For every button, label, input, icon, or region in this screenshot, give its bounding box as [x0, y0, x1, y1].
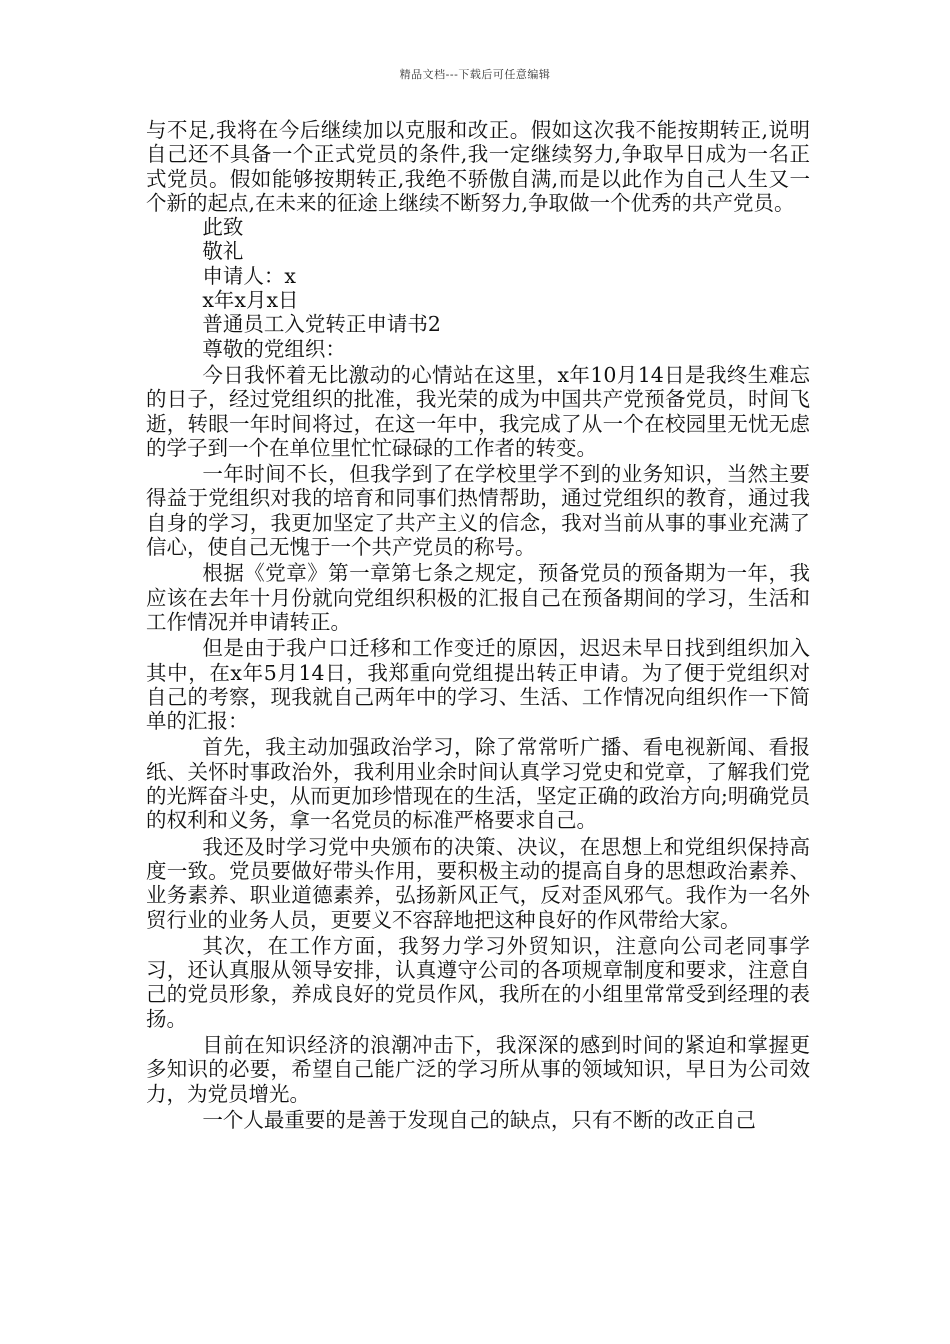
body-paragraph: 首先，我主动加强政治学习，除了常常听广播、看电视新闻、看报纸、关怀时事政治外，我利用业余时间认真学习党史和党章，了解我们党的光辉奋斗史，从而更加珍惜现在的生活，坚定正确的政治方向;明确党员的权利和义务，拿一名党员的标准严格要求自己。 — [146, 735, 810, 833]
salute-line: 敬礼 — [202, 239, 244, 264]
applicant-line: 申请人：x — [202, 263, 296, 288]
continuation-paragraph: 与不足,我将在今后继续加以克服和改正。假如这次我不能按期转正,说明自己还不具备一个正式党员的条件,我一定继续努力,争取早日成为一名正式党员。假如能够按期转正,我绝不骄傲自满,而是以此作为自己人生又一个新的起点,在未来的征途上继续不断努力,争取做一个优秀的共产党员。 — [146, 118, 810, 215]
body-paragraph: 但是由于我户口迁移和工作变迁的原因，迟迟未早日找到组织加入其中，在x年5月14日，我郑重向党组提出转正申请。为了便于党组织对自己的考察，现我就自己两年中的学习、生活、工作情况向组织作一下简单的汇报： — [146, 636, 810, 734]
date-line: x年x月x日 — [202, 288, 299, 313]
body-paragraph: 一个人最重要的是善于发现自己的缺点，只有不断的改正自己 — [202, 1107, 756, 1132]
body-paragraph: 今日我怀着无比激动的心情站在这里，x年10月14日是我终生难忘的日子，经过党组织的批准，我光荣的成为中国共产党预备党员，时间飞逝，转眼一年时间将过，在这一年中，我完成了从一个在校园里无忧无虑的学子到一个在单位里忙忙碌碌的工作者的转变。 — [146, 362, 810, 460]
document-body — [146, 118, 810, 1132]
salutation: 尊敬的党组织： — [202, 336, 346, 361]
body-paragraph: 其次，在工作方面，我努力学习外贸知识，注意向公司老同事学习，还认真服从领导安排，认真遵守公司的各项规章制度和要求，注意自己的党员形象，养成良好的党员作风，我所在的小组里常常受到经理的表扬。 — [146, 933, 810, 1031]
document-title: 普通员工入党转正申请书2 — [202, 312, 441, 337]
body-paragraph: 我还及时学习党中央颁布的决策、决议，在思想上和党组织保持高度一致。党员要做好带头作用，要积极主动的提高自身的思想政治素养、业务素养、职业道德素养，弘扬新风正气，反对歪风邪气。我作为一名外贸行业的业务人员，更要义不容辞地把这种良好的作风带给大家。 — [146, 834, 810, 932]
body-paragraph: 根据《党章》第一章第七条之规定，预备党员的预备期为一年，我应该在去年十月份就向党组织积极的汇报自己在预备期间的学习，生活和工作情况并申请转正。 — [146, 561, 810, 634]
closing-line: 此致 — [202, 215, 244, 240]
body-paragraph: 一年时间不长，但我学到了在学校里学不到的业务知识，当然主要得益于党组织对我的培育和同事们热情帮助，通过党组织的教育，通过我自身的学习，我更加坚定了共产主义的信念，我对当前从事的事业充满了信心，使自己无愧于一个共产党员的称号。 — [146, 462, 810, 560]
body-paragraph: 目前在知识经济的浪潮冲击下，我深深的感到时间的紧迫和掌握更多知识的必要，希望自己能广泛的学习所从事的领域知识，早日为公司效力，为党员增光。 — [146, 1032, 810, 1106]
page-header: 精品文档---下载后可任意编辑 — [399, 68, 551, 81]
